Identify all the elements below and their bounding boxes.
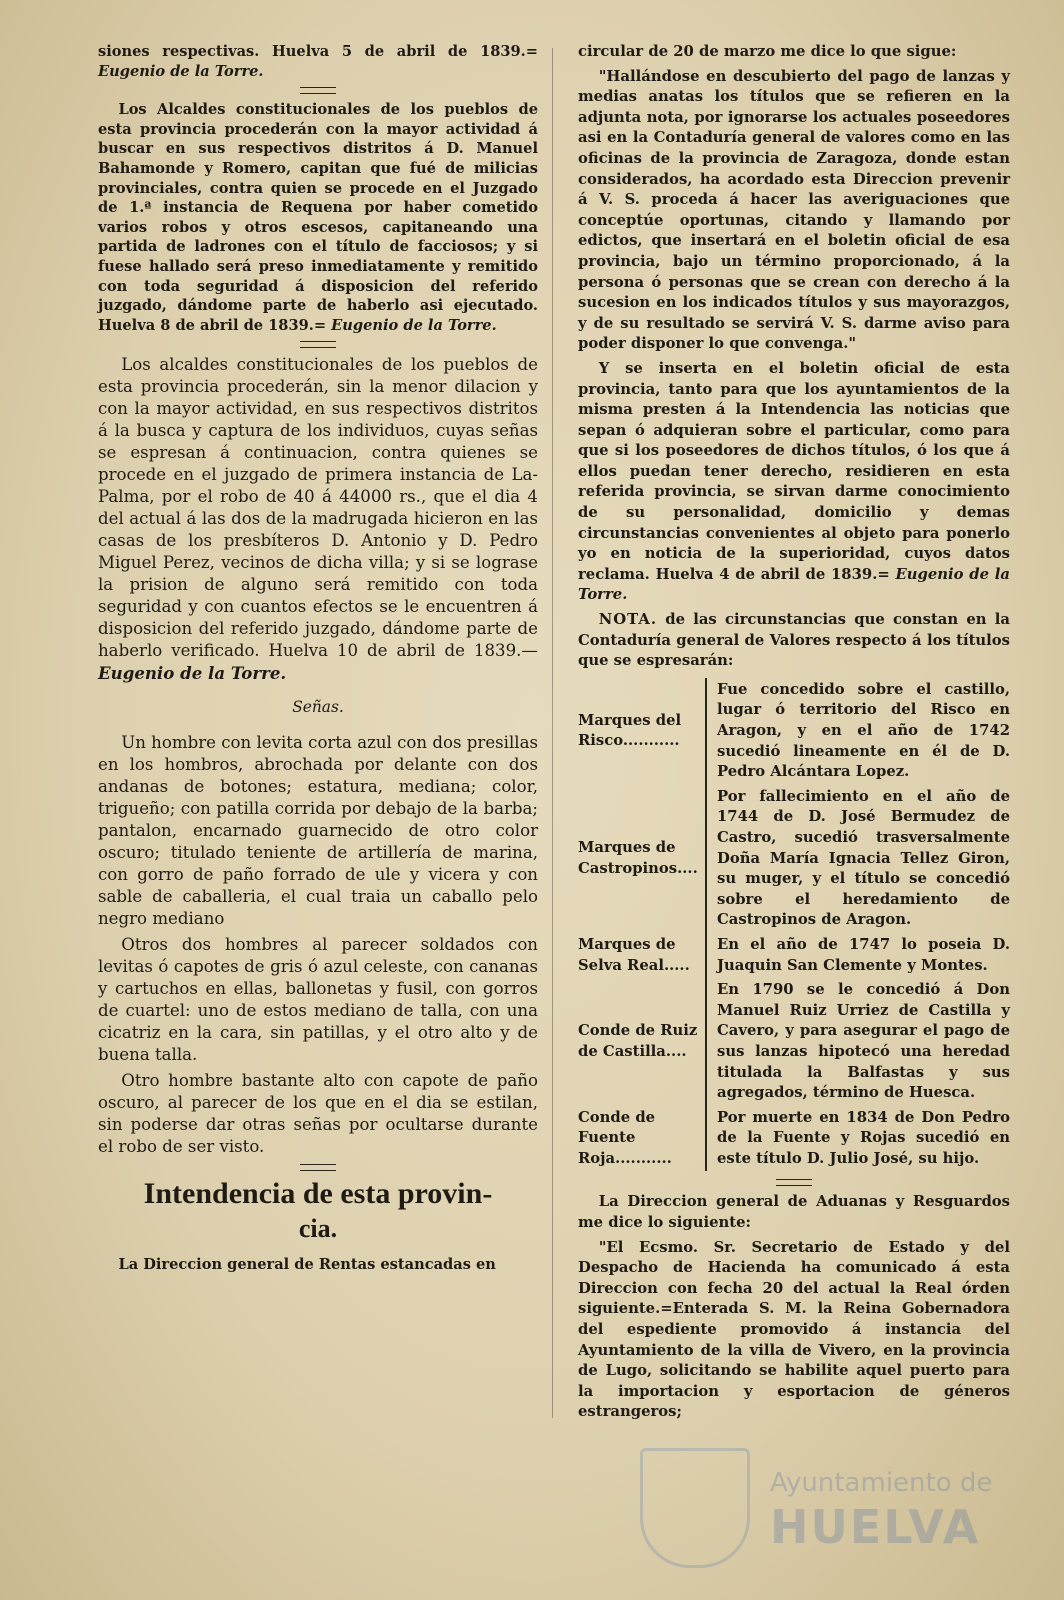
paragraph-4: Un hombre con levita corta azul con dos presillas en los hombros, abrochada por delante con dos andanas de botones; estatura, mediana; color, trigueño; con patilla corrida por debajo de la barba; pantalon, encarnado guarnecido de otro color oscuro; titulado teniente de artillería de marina, con gorro de paño forrado de ule y vicera y con sable de caballeria, el cual traia un caballo pelo negro mediano <box>98 732 538 928</box>
paragraph-r5: "El Ecsmo. Sr. Secretario de Estado y del Despacho de Hacienda ha comunicado á esta Direccion con fecha 20 del actual la Real órden siguiente.=Enterada S. M. la Reina Gobernadora del espediente promovido á instancia del Ayuntamiento de la villa de Vivero, en la provincia de Lugo, solicitando se habilite aquel puerto para la importacion y esportacion de géneros estrangeros; <box>578 1238 1010 1421</box>
title-name: Marques de Castropinos.... <box>578 839 698 877</box>
title-name: Conde de Fuente Roja........... <box>578 1108 672 1167</box>
title-name: Marques del Risco........... <box>578 711 682 750</box>
paragraph-r2: "Hallándose en descubierto del pago de lanzas y medias anatas los títulos que se refieren en la adjunta nota, por ignorarse los actuales poseedores asi en la Contaduría general de valores como en las oficinas de la provincia de Zaragoza, donde estan considerados, ha acordado esta Direccion prevenir á V. S. proceda á hacer las averiguaciones que conceptúe oportunas, citando y llamando por edictos, que insertará en el boletin oficial de esa provincia, bajo un término proporcionado, á la persona ó personas que se crean con derecho á la sucesion en los indicados títulos y sus mayorazgos, y de su resultado se servirá V. S. darme aviso para poder disponer lo que convenga." <box>578 67 1010 353</box>
title-desc: Fue concedido sobre el castillo, lugar ó territorio del Risco en Aragon, y en el año de 1742 sucedió lineamente en él de D. Pedro Alcántara Lopez. <box>706 678 1010 785</box>
nota-paragraph <box>578 610 1010 672</box>
nota-text: de las circunstancias que constan en la Contaduría general de Valores respecto á los títulos que se espresarán: <box>578 611 1010 670</box>
signature: Eugenio de la Torre. <box>331 316 497 334</box>
watermark-logo <box>640 1440 1000 1580</box>
paragraph-r4: La Direccion general de Aduanas y Resguardos me dice lo siguiente: <box>578 1193 1010 1232</box>
section-heading: Intendencia de esta provin- <box>143 1176 493 1210</box>
separator <box>776 1179 812 1186</box>
paragraph-r3-text: Y se inserta en el boletin oficial de esta provincia, tanto para que los ayuntamientos de la misma presten á la Intendencia las noticias que sepan ó adquieran sobre el particular, como para que si los poseedores de dichos títulos, ó los que á ellos puedan tener derecho, residieren en esta referida provincia, se sirvan darme conocimiento de su personalidad, domicilio y demas circunstancias convenientes al objeto para ponerlo yo en noticia de la superioridad, cuyos datos reclama. Huelva 4 de abril de 1839.= <box>578 359 1010 583</box>
senas-title: Señas. <box>292 698 344 717</box>
right-column <box>578 42 1010 1427</box>
paragraph-3-text: Los alcaldes constitucionales de los pueblos de esta provincia procederán, sin la menor dilacion y con la mayor actividad, en sus respectivos distritos á la busca y captura de los individuos, cuyas señas se espresan á continuacion, contra quienes se procede en el juzgado de primera instancia de La-Palma, por el robo de 40 á 44000 rs., que el dia 4 del actual á las dos de la madrugada hicieron en las casas de los presbíteros D. Antonio y D. Pedro Miguel Perez, vecinos de dicha villa; y si se lograse la prision de alguno será remitido con toda seguridad y con cuantos efectos se le encuentren á disposicion del referido juzgado, dándome parte de haberlo verificado. Huelva 10 de abril de 1839.— <box>98 355 538 661</box>
title-name: Conde de Ruiz de Castilla.... <box>578 1022 698 1060</box>
separator <box>300 341 336 348</box>
table-row <box>578 978 1010 1106</box>
title-name: Marques de Selva Real..... <box>578 935 690 974</box>
title-desc: Por muerte en 1834 de Don Pedro de la Fuente y Rojas sucedió en este título D. Julio José, su hijo. <box>706 1106 1010 1172</box>
paragraph-1 <box>98 42 538 81</box>
signature: Eugenio de la Torre. <box>98 62 264 80</box>
paragraph-2-text: Los Alcaldes constitucionales de los pueblos de esta provincia procederán con la mayor actividad á buscar en sus respectivos distritos á D. Manuel Bahamonde y Romero, capitan que fué de milicias provinciales, contra quien se procede en el Juzgado de 1.ª instancia de Requena por haber cometido varios robos y otros escesos, capitaneando una partida de ladrones con el título de facciosos; y si fuese hallado será preso inmediatamente y remitido con toda seguridad á disposicion del referido juzgado, dándome parte de haberlo asi ejecutado. Huelva 8 de abril de 1839.= <box>98 101 538 334</box>
title-desc: En 1790 se le concedió á Don Manuel Ruiz Urriez de Castilla y Cavero, y para asegurar el pago de sus lanzas hipotecó una heredad titulada la Balfastas y sus agregados, término de Huesca. <box>706 978 1010 1106</box>
watermark-line2: HUELVA <box>770 1500 981 1554</box>
left-column <box>98 42 538 1279</box>
nota-label: NOTA. <box>598 611 657 629</box>
shield-icon <box>640 1448 750 1568</box>
title-desc: En el año de 1747 lo poseia D. Juaquin San Clemente y Montes. <box>706 933 1010 978</box>
table-row <box>578 933 1010 978</box>
signature: Eugenio de la Torre. <box>98 663 287 684</box>
table-row <box>578 678 1010 785</box>
paragraph-1-text: siones respectivas. Huelva 5 de abril de 1839.= <box>98 43 538 60</box>
column-divider <box>552 48 553 1418</box>
paragraph-2 <box>98 100 538 335</box>
paragraph-r3 <box>578 359 1010 606</box>
titles-table <box>578 678 1010 1172</box>
table-row <box>578 785 1010 933</box>
paragraph-7: La Direccion general de Rentas estancadas en <box>118 1255 496 1273</box>
paragraph-r1: circular de 20 de marzo me dice lo que sigue: <box>578 43 957 60</box>
section-heading-cont: cia. <box>298 1213 338 1243</box>
paragraph-5: Otros dos hombres al parecer soldados con levitas ó capotes de gris ó azul celeste, con cananas y cartuchos en ellas, ballonetas y fusil, con gorros de cuartel: uno de estos mediano de talla, con una cicatriz en la cara, sin patillas, y el otro alto y de buena talla. <box>98 934 538 1064</box>
table-row <box>578 1106 1010 1172</box>
title-desc: Por fallecimiento en el año de 1744 de D. José Bermudez de Castro, sucedió trasversalmente Doña María Ignacia Tellez Giron, su muger, y el título se concedió sobre el heredamiento de Castropinos de Aragon. <box>706 785 1010 933</box>
watermark-line1: Ayuntamiento de <box>770 1468 993 1498</box>
separator <box>300 87 336 94</box>
paragraph-3 <box>98 354 538 685</box>
separator <box>300 1164 336 1171</box>
signature: Eugenio de la Torre. <box>578 565 1010 604</box>
paragraph-6: Otro hombre bastante alto con capote de paño oscuro, al parecer de los que en el dia se estilan, sin poderse dar otras señas por ocultarse durante el robo de ser visto. <box>98 1070 538 1156</box>
